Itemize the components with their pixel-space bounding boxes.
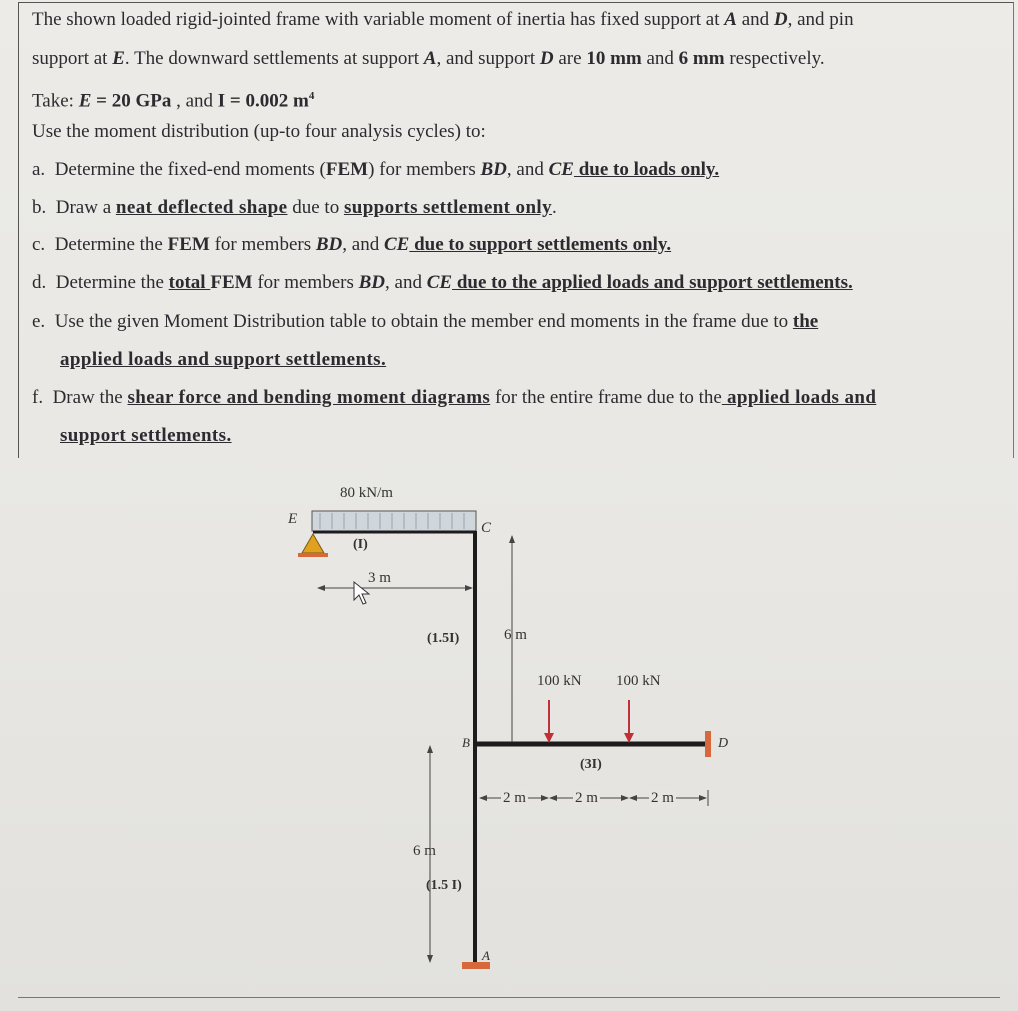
label-mi-BA: (1.5 I) — [426, 878, 462, 893]
label-dim-BA: 6 m — [413, 843, 436, 859]
use-line: Use the moment distribution (up-to four analysis cycles) to: — [32, 121, 486, 142]
label-dim-EC: 3 m — [368, 570, 391, 586]
pin-base-E — [298, 553, 328, 557]
label-mi-EC: (I) — [353, 537, 368, 552]
label-dim-CB: 6 m — [504, 627, 527, 643]
label-dim-BD-1: 2 m — [503, 790, 526, 806]
take-line: Take: E = 20 GPa , and I = 0.002 $m^4$ — [32, 90, 315, 112]
intro-line-2: support at E. The downward settlements at support A, and support D are 10 mm and 6 mm respectively. — [32, 48, 825, 69]
label-node-D: D — [718, 736, 729, 751]
label-node-A: A — [482, 948, 490, 963]
item-f: f. Draw the shear force and bending moment diagrams for the entire frame due to the applied loads and — [32, 387, 877, 408]
item-c: c. Determine the FEM for members BD, and CE due to support settlements only. — [32, 234, 672, 255]
label-dim-BD-2: 2 m — [575, 790, 598, 806]
item-d: d. Determine the total FEM for members BD, and CE due to the applied loads and support settlements. — [32, 272, 853, 293]
label-node-C: C — [481, 520, 492, 536]
pin-support-E — [302, 534, 324, 553]
item-a: a. Determine the fixed-end moments (FEM) for members BD, and CE due to loads only. — [32, 159, 720, 180]
label-mi-CB: (1.5I) — [427, 631, 460, 646]
item-e: e. Use the given Moment Distribution table to obtain the member end moments in the frame due to the — [32, 311, 819, 332]
label-load-P1: 100 kN — [537, 673, 582, 689]
label-udl: 80 kN/m — [340, 485, 393, 501]
label-dim-BD-3: 2 m — [651, 790, 674, 806]
item-b: b. Draw a neat deflected shape due to supports settlement only. — [32, 197, 557, 218]
label-node-B: B — [462, 735, 470, 750]
fixed-support-D — [705, 731, 711, 757]
mouse-cursor-icon — [354, 582, 369, 604]
intro-line-1: The shown loaded rigid-jointed frame with variable moment of inertia has fixed support at A and D, and pin — [32, 9, 854, 30]
item-e-cont: applied loads and support settlements. — [60, 349, 387, 370]
label-load-P2: 100 kN — [616, 673, 661, 689]
label-node-E: E — [288, 511, 298, 527]
item-f-cont: support settlements. — [60, 425, 232, 446]
udl-load-block — [312, 511, 476, 531]
page-bottom-rule — [18, 997, 1000, 998]
label-mi-BD: (3I) — [580, 757, 602, 772]
